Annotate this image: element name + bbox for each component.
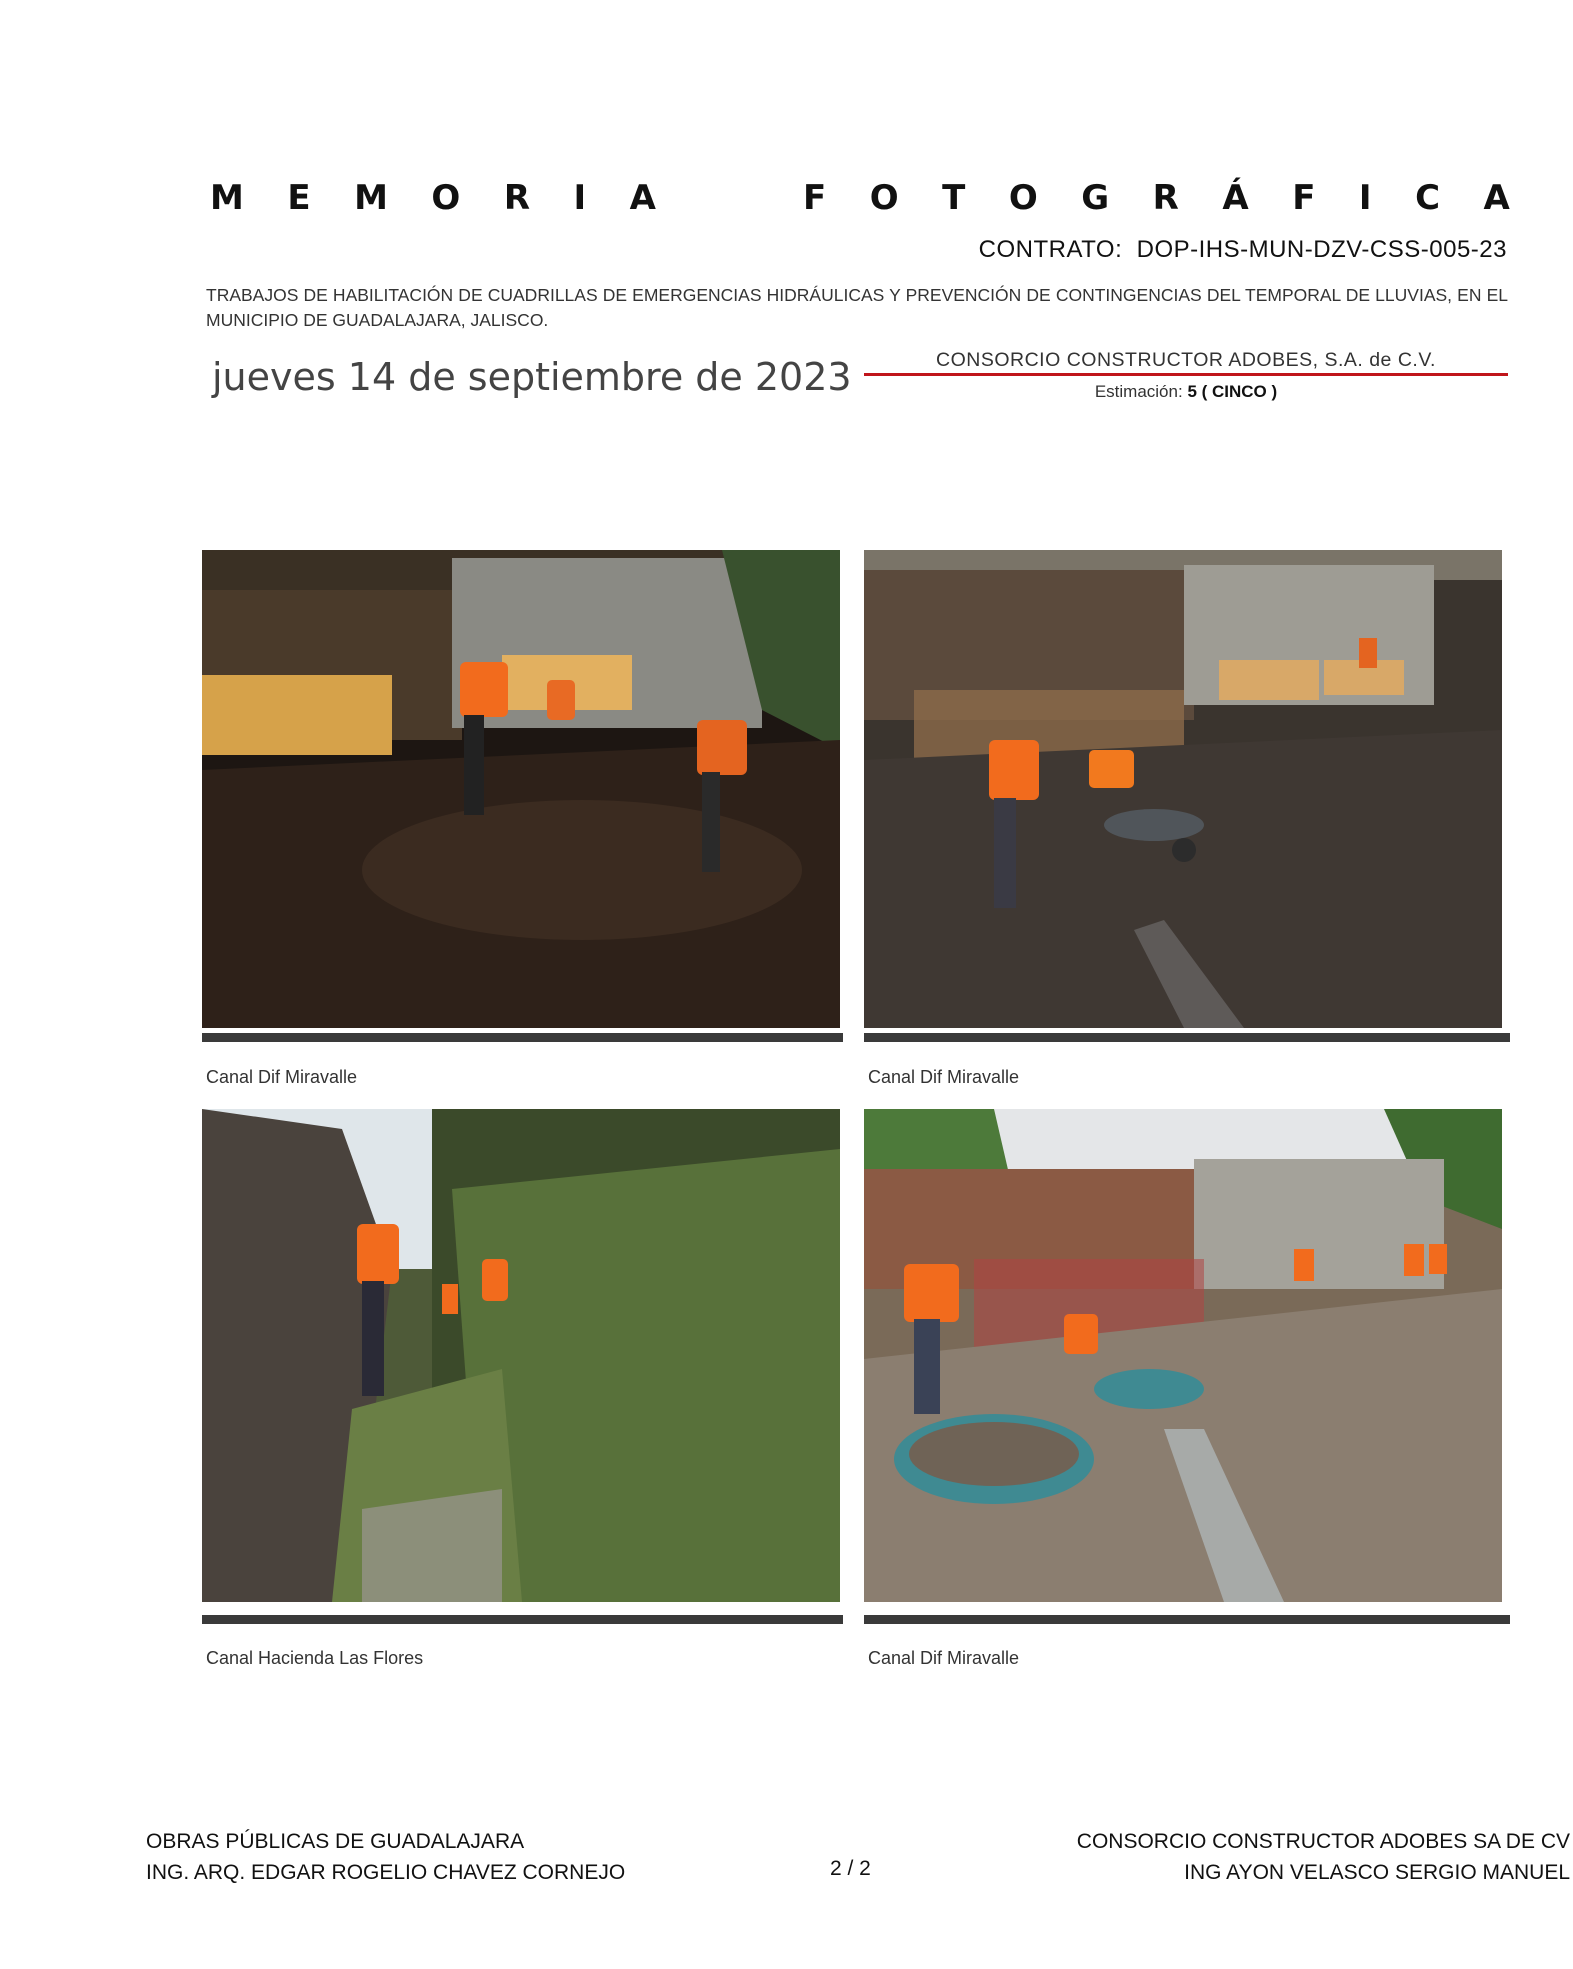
page-number: 2 / 2 (830, 1857, 871, 1880)
footer-left-line1: OBRAS PÚBLICAS DE GUADALAJARA (146, 1830, 525, 1853)
title-letter: T (942, 178, 966, 218)
title-letter: C (1415, 178, 1441, 218)
title-letter: R (1152, 178, 1179, 218)
report-date: jueves 14 de septiembre de 2023 (212, 355, 852, 399)
page-title (210, 178, 1510, 218)
title-letter: G (1081, 178, 1110, 218)
footer-right-line1: CONSORCIO CONSTRUCTOR ADOBES SA DE CV (1076, 1830, 1570, 1853)
title-letter: I (1358, 178, 1372, 218)
title-letter: O (869, 178, 899, 218)
photo-caption: Canal Dif Miravalle (868, 1648, 1020, 1668)
title-word-gap (700, 178, 760, 218)
contract-label: CONTRATO: (978, 236, 1123, 263)
estimation-label: Estimación: (1094, 382, 1183, 401)
title-letter: M (210, 178, 244, 218)
photo-underline-bar (864, 1033, 1510, 1042)
footer-left-line2: ING. ARQ. EDGAR ROGELIO CHAVEZ CORNEJO (146, 1861, 626, 1884)
photo-underline-bar (864, 1615, 1510, 1624)
title-letter: Á (1222, 178, 1249, 218)
title-letter: F (1292, 178, 1316, 218)
estimation (864, 382, 1508, 402)
title-letter: F (803, 178, 827, 218)
title-letter: M (354, 178, 388, 218)
photo-underline-bar (202, 1615, 843, 1624)
contract-number: DOP-IHS-MUN-DZV-CSS-005-23 (1136, 236, 1507, 263)
title-letter: A (1483, 178, 1510, 218)
footer-right-line2: ING AYON VELASCO SERGIO MANUEL (1184, 1861, 1570, 1884)
title-letter: A (629, 178, 656, 218)
footer-right-signature (1077, 1826, 1570, 1888)
photo-caption: Canal Dif Miravalle (206, 1067, 358, 1087)
footer-left-signature (146, 1826, 625, 1888)
title-letter: O (431, 178, 461, 218)
photo-vegetation-channel (202, 1109, 840, 1602)
estimation-value: 5 ( CINCO ) (1187, 382, 1278, 401)
photo-caption: Canal Hacienda Las Flores (206, 1648, 424, 1668)
title-letter: O (1008, 178, 1038, 218)
photo-night-excavation (202, 550, 840, 1028)
title-letter: R (503, 178, 531, 218)
contract-line (979, 236, 1507, 264)
red-divider (864, 373, 1508, 376)
title-letter: E (287, 178, 311, 218)
photo-underline-bar (202, 1033, 843, 1042)
title-letter: I (573, 178, 587, 218)
company-name: CONSORCIO CONSTRUCTOR ADOBES, S.A. de C.V. (936, 349, 1436, 371)
work-description: TRABAJOS DE HABILITACIÓN DE CUADRILLAS DE EMERGENCIAS HIDRÁULICAS Y PREVENCIÓN DE CONTINGENCIAS DEL TEMPORAL DE LLUVIAS, EN EL MUNICIPIO DE GUADALAJARA, JALISCO. (206, 285, 1508, 330)
photo-caption: Canal Dif Miravalle (868, 1067, 1020, 1087)
photo-dusk-wheelbarrow (864, 550, 1502, 1028)
photo-daytime-wheelbarrows (864, 1109, 1502, 1602)
